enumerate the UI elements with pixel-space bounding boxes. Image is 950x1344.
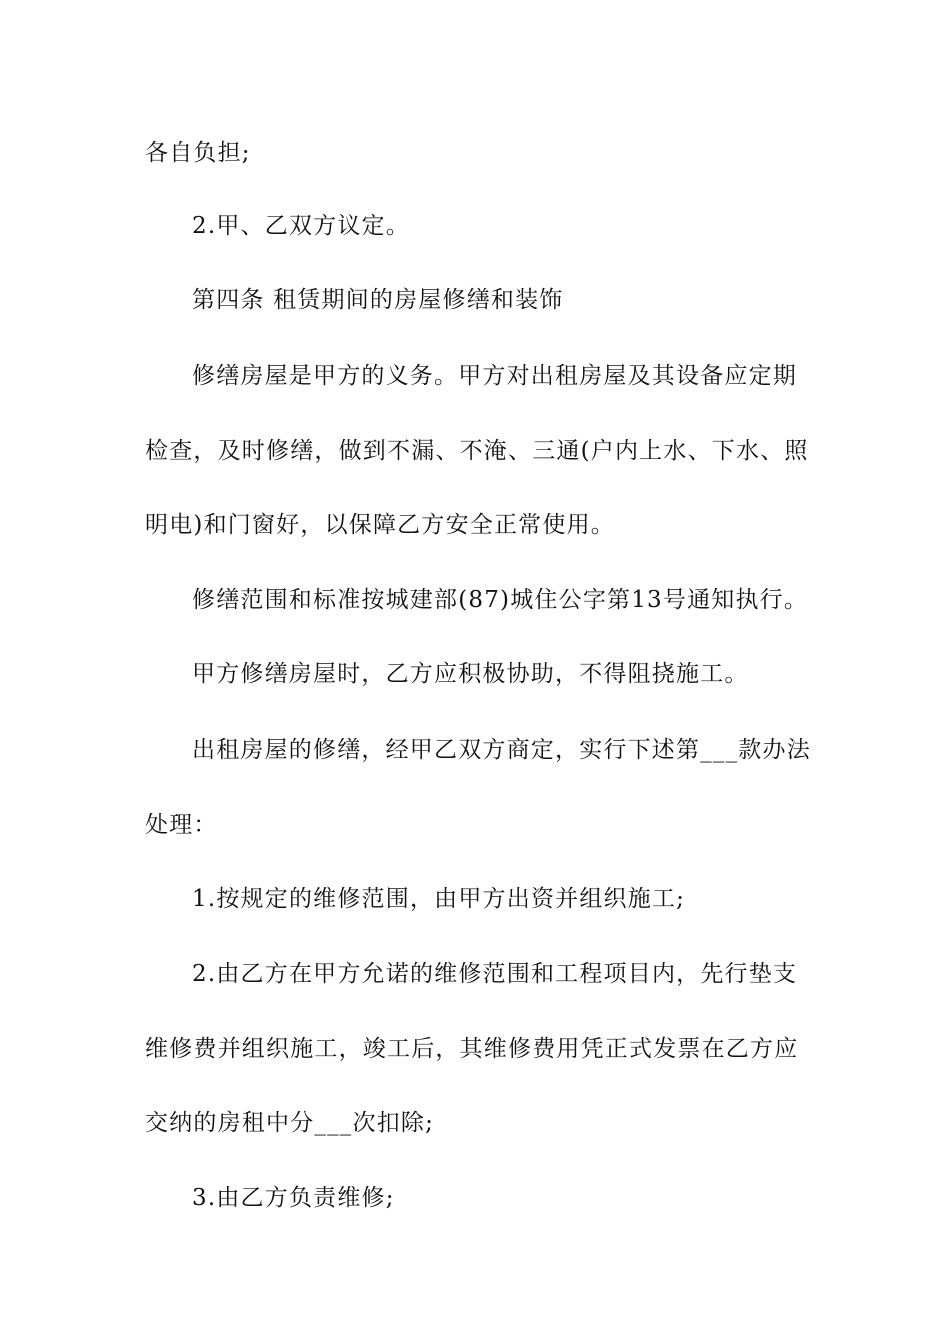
paragraph-line: 明电)和门窗好，以保障乙方安全正常使用。 [145,512,615,538]
list-item: 1.按规定的维修范围，由甲方出资并组织施工; [192,886,686,912]
paragraph-line: 检查，及时修缮，做到不漏、不淹、三通(户内上水、下水、照 [145,438,809,464]
paragraph-line: 修缮范围和标准按城建部(87)城住公字第13号通知执行。 [192,587,809,613]
paragraph-line: 交纳的房租中分___次扣除; [145,1110,435,1136]
section-heading: 第四条 租赁期间的房屋修缮和装饰 [192,287,564,313]
list-item: 3.由乙方负责维修; [192,1185,395,1211]
paragraph-line: 各自负担; [145,140,251,166]
list-item: 2.由乙方在甲方允诺的维修范围和工程项目内，先行垫支 [192,961,798,987]
paragraph-line: 处理： [145,812,218,838]
paragraph-line: 2.甲、乙双方议定。 [192,213,410,239]
paragraph-line: 修缮房屋是甲方的义务。甲方对出租房屋及其设备应定期 [192,363,797,389]
paragraph-line: 甲方修缮房屋时，乙方应积极协助，不得阻挠施工。 [192,661,749,687]
paragraph-line: 维修费并组织施工，竣工后，其维修费用凭正式发票在乙方应 [145,1036,799,1062]
paragraph-line: 出租房屋的修缮，经甲乙双方商定，实行下述第___款办法 [192,737,811,763]
